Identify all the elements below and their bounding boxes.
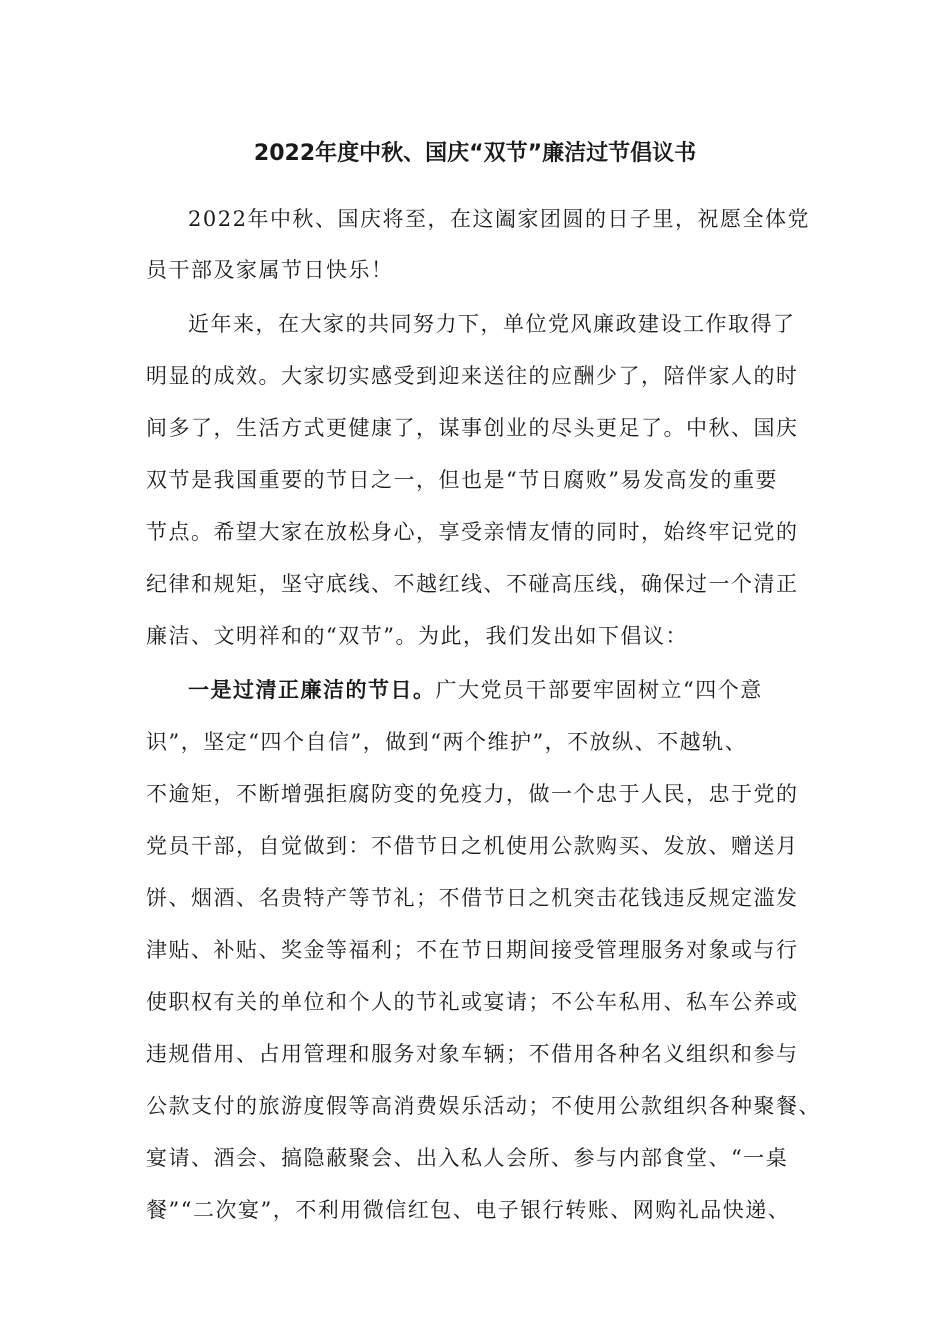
paragraph-line: 双节是我国重要的节日之一，但也是“节日腐败”易发高发的重要 <box>146 468 778 492</box>
paragraph-line: 2022年中秋、国庆将至，在这阖家团圆的日子里，祝愿全体党 <box>188 207 810 231</box>
paragraph-line-text: 广大党员干部要牢固树立“四个意 <box>435 678 763 702</box>
paragraph-line: 明显的成效。大家切实感受到迎来送往的应酬少了，陪伴家人的时 <box>146 364 799 388</box>
paragraph-line: 宴请、酒会、搞隐蔽聚会、出入私人会所、参与内部食堂、“一桌 <box>146 1146 789 1170</box>
paragraph-line: 员干部及家属节日快乐！ <box>146 258 394 282</box>
paragraph-line: 餐”“二次宴”，不利用微信红包、电子银行转账、网购礼品快递、 <box>146 1198 791 1222</box>
paragraph-line: 党员干部，自觉做到：不借节日之机使用公款购买、发放、赠送月 <box>146 834 799 858</box>
document-title: 2022年度中秋、国庆“双节”廉洁过节倡议书 <box>253 141 697 166</box>
paragraph-line: 公款支付的旅游度假等高消费娱乐活动；不使用公款组织各种聚餐、 <box>146 1094 821 1118</box>
paragraph-line: 识”，坚定“四个自信”，做到“两个维护”，不放纵、不越轨、 <box>146 730 748 754</box>
paragraph-line: 近年来，在大家的共同努力下，单位党风廉政建设工作取得了 <box>188 312 796 336</box>
paragraph-line: 违规借用、占用管理和服务对象车辆；不借用各种名义组织和参与 <box>146 1042 799 1066</box>
paragraph-line: 节点。希望大家在放松身心，享受亲情友情的同时，始终牢记党的 <box>146 520 799 544</box>
paragraph-line: 饼、烟酒、名贵特产等节礼；不借节日之机突击花钱违反规定滥发 <box>146 886 799 910</box>
paragraph-line: 间多了，生活方式更健康了，谋事创业的尽头更足了。中秋、国庆 <box>146 416 799 440</box>
paragraph-line: 廉洁、文明祥和的“双节”。为此，我们发出如下倡议： <box>146 624 688 648</box>
paragraph-line: 津贴、补贴、奖金等福利；不在节日期间接受管理服务对象或与行 <box>146 938 799 962</box>
paragraph-line: 使职权有关的单位和个人的节礼或宴请；不公车私用、私车公养或 <box>146 990 799 1014</box>
paragraph-first-line <box>188 670 763 710</box>
paragraph-heading: 一是过清正廉洁的节日。 <box>188 678 436 702</box>
paragraph-line: 不逾矩，不断增强拒腐防变的免疫力，做一个忠于人民，忠于党的 <box>146 782 799 806</box>
paragraph-line: 纪律和规矩，坚守底线、不越红线、不碰高压线，确保过一个清正 <box>146 572 799 596</box>
